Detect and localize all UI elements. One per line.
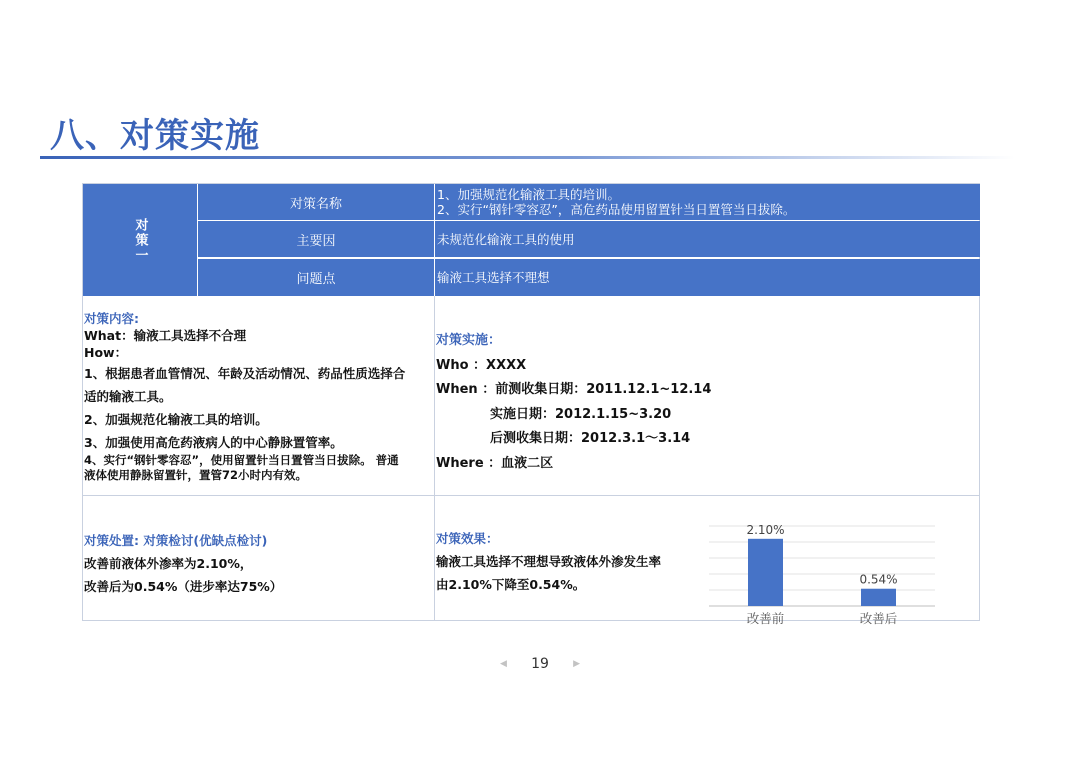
content-item: 4、实行“钢针零容忍”，使用留置针当日置管当日拔除。 普通	[84, 453, 399, 467]
content-item: 1、根据患者血管情况、年龄及活动情况、药品性质选择合	[84, 366, 406, 381]
content-heading: 对策内容:	[84, 311, 139, 326]
chart-category-label: 改善后	[859, 611, 898, 626]
content-what: What：输液工具选择不合理	[84, 328, 247, 343]
header-value-line: 1、加强规范化输液工具的培训。	[437, 187, 620, 202]
implementation-heading: 对策实施：	[436, 333, 502, 348]
countermeasure-side-label: 对策一	[83, 184, 197, 296]
review-line: 改善后为0.54%（进步率达75%）	[84, 579, 283, 594]
page-title: 八、对策实施	[50, 116, 260, 156]
countermeasure-panel	[82, 183, 980, 626]
header-label-name: 对策名称	[198, 184, 434, 220]
implementation-when-implement: 实施日期：2012.1.15~3.20	[490, 406, 672, 422]
effect-line: 由2.10%下降至0.54%。	[436, 577, 586, 592]
chart-bar	[861, 589, 896, 606]
effect-block	[436, 527, 706, 596]
implementation-when-post: 后测收集日期：2012.3.1～3.14	[490, 431, 691, 446]
header-value-problem	[435, 259, 980, 296]
implementation-when: When ：前测收集日期：2011.12.1~12.14	[436, 382, 712, 397]
pager	[500, 654, 580, 674]
chart-data-label: 2.10%	[746, 522, 785, 537]
header-value-line: 输液工具选择不理想	[437, 270, 550, 285]
header-value-name	[435, 184, 980, 220]
chart-bar	[748, 539, 783, 606]
header-value-line: 2、实行“钢针零容忍”，高危药品使用留置针当日置管当日拔除。	[437, 202, 796, 217]
row-divider	[83, 495, 980, 496]
header-label-problem: 问题点	[198, 259, 434, 296]
content-item: 适的输液工具。	[84, 389, 172, 404]
header-value-line: 未规范化输液工具的使用	[437, 231, 575, 247]
effect-heading: 对策效果：	[436, 531, 499, 546]
chart-category-label: 改善前	[746, 611, 785, 626]
review-heading: 对策处置: 对策检讨(优缺点检讨)	[84, 533, 268, 548]
review-line: 改善前液体外渗率为2.10%，	[84, 556, 253, 571]
effect-line: 输液工具选择不理想导致液体外渗发生率	[436, 554, 662, 569]
content-item: 3、加强使用高危药液病人的中心静脉置管率。	[84, 435, 343, 450]
column-divider	[434, 296, 435, 621]
implementation-where: Where ：血液二区	[436, 455, 554, 471]
chart-data-label: 0.54%	[859, 572, 898, 587]
content-item: 2、加强规范化输液工具的培训。	[84, 412, 268, 427]
title-rule	[40, 156, 1015, 159]
review-block	[84, 529, 433, 598]
content-block	[84, 310, 433, 483]
header-label-main-cause: 主要因	[198, 221, 434, 257]
page-number: 19	[531, 656, 549, 672]
prev-page-icon[interactable]: ◀	[500, 659, 507, 669]
implementation-block	[436, 329, 976, 476]
content-how: How：	[84, 345, 128, 360]
content-item: 液体使用静脉留置针，置管72小时内有效。	[84, 468, 308, 482]
header-value-main-cause	[435, 221, 980, 257]
effect-bar-chart	[709, 516, 935, 626]
next-page-icon[interactable]: ▶	[573, 659, 580, 669]
implementation-who: Who ：XXXX	[436, 357, 527, 373]
